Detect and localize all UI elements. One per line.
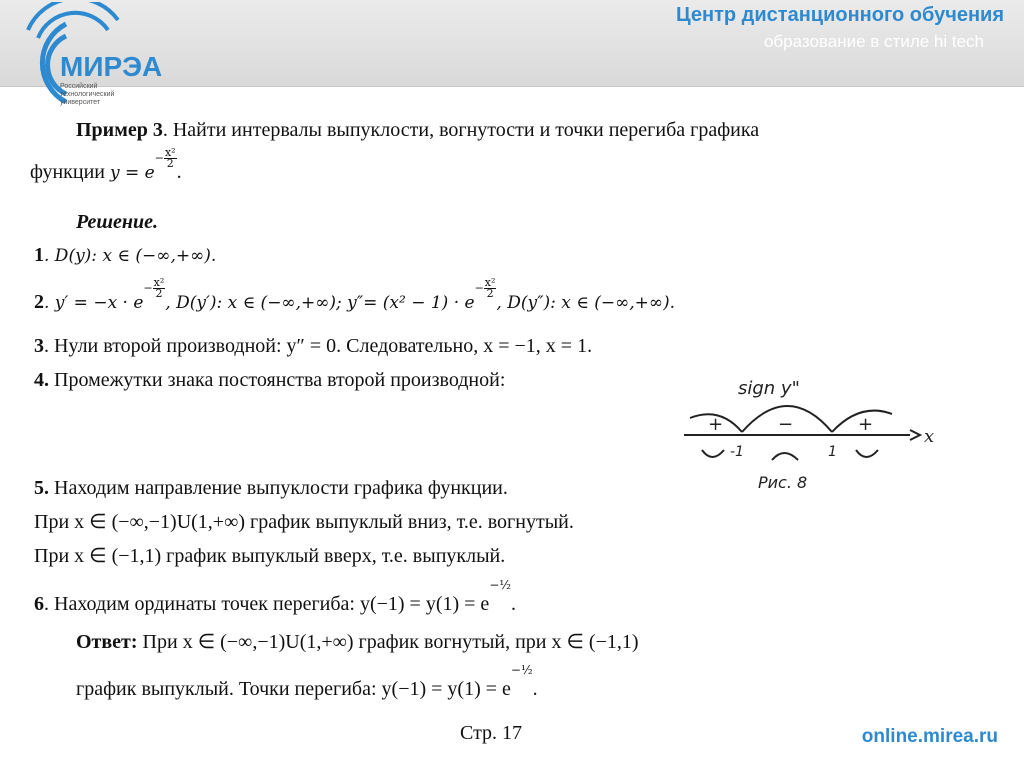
diagram-cap-mid [772,453,798,460]
example-task: Пример 3. Найти интервалы выпуклости, вогнутости и точки перегиба графика [76,119,760,141]
answer-line-2: график выпуклый. Точки перегиба: $y(-1) = y(1) = e^{-\frac{1}{2}}$. [76,663,538,700]
step-5: 5. Находим направление выпуклости графика функции. [34,477,508,499]
page-number: Стр. 17 [460,722,523,744]
diagram-minus-mid: − [778,414,794,435]
step-5-line-3: При x ∈ (−1,1) график выпуклый вверх, т.е. выпуклый. [34,545,506,567]
solution-label: Решение. [76,211,159,233]
diagram-axis-label: x [924,426,935,447]
header-subtitle: образование в стиле hi tech [763,32,984,51]
step-4: 4. Промежутки знака постоянства второй производной: [34,369,506,391]
logo-caption-2: технологический [60,91,115,98]
sign-diagram [680,370,955,500]
step-1: 1. D(y): x ∈ (−∞,+∞). [34,244,217,266]
answer-exponent: −½ [510,663,533,677]
diagram-caption: Рис. 8 [758,473,808,492]
diagram-cup-left [702,450,724,457]
diagram-arrow [910,430,920,440]
diagram-plus-right: + [858,414,874,435]
header-title: Центр дистанционного обучения [676,4,1004,26]
footer-url[interactable]: online.mirea.ru [861,726,998,747]
diagram-title: sign y" [738,378,800,399]
diagram-tick-left: -1 [730,444,744,460]
step-5-line-2: При x ∈ (−∞,−1)U(1,+∞) график выпуклый вниз, т.е. вогнутый. [34,511,574,533]
answer-line-1: Ответ: При x ∈ (−∞,−1)U(1,+∞) график вогнутый, при x ∈ (−1,1) [76,631,639,653]
function-line: функции $y = e^{- \frac{\text{x²}}{2}}$ . [30,146,182,183]
func-prefix: функции [30,161,105,183]
func-exponent: − x² 2 [154,146,176,170]
example-heading: Пример 3 [76,119,163,141]
logo-caption-1: Российский [60,83,98,90]
diagram-cup-right [856,450,878,457]
step-2-exponent-1: − x² 2 [143,276,165,300]
diagram-tick-right: 1 [828,444,837,460]
example-line [76,118,996,142]
answer-label: Ответ: [76,631,138,653]
diagram-plus-left: + [708,414,724,435]
step-6: 6. Находим ординаты точек перегиба: $y(-1) = y(1) = e^{-\frac{1}{2}}$. [34,578,516,615]
logo-caption-3: университет [60,99,101,106]
step-2-exponent-2: − x² 2 [474,276,496,300]
header-bar [0,0,1024,106]
step-3: 3. Нули второй производной: y″ = 0. Следовательно, x = −1, x = 1. [34,335,593,357]
logo-text: МИРЭА [60,51,163,82]
step-2: 2. $y' = -x \cdot e^{- \frac{\text{x²}}{2}}$ , D(y′): x ∈ (−∞,+∞); $y''= (x^2 - 1) \cdot e^{- \frac{\text{x²}}{2}}$ , D(y″): x ∈ (−∞,+∞). [34,276,676,313]
step-6-exponent: −½ [489,578,511,592]
func-formula: y = e [110,163,155,183]
mirea-logo [8,2,178,106]
